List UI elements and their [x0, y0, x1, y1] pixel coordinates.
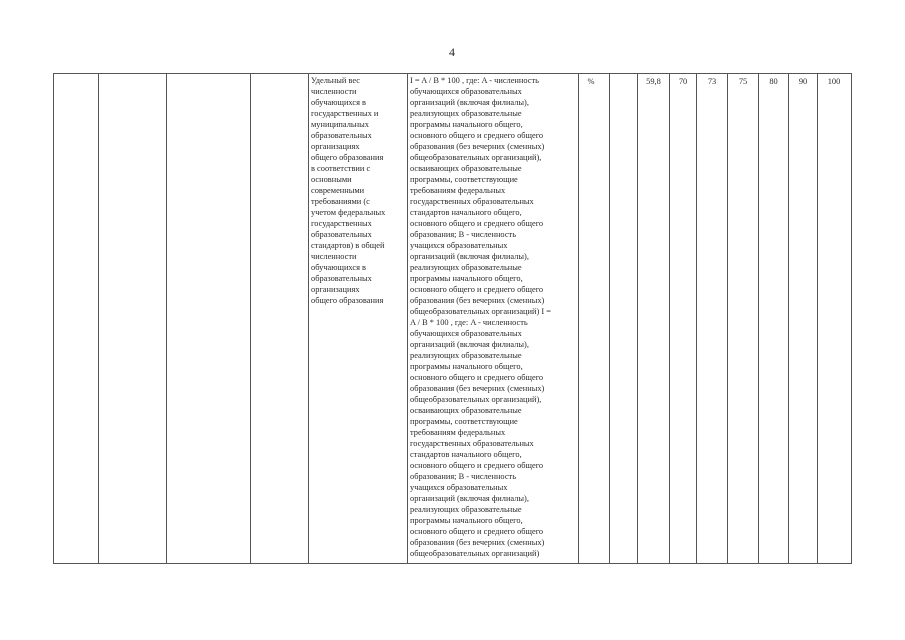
column-divider: [166, 74, 167, 563]
value-cell-1: 59,8: [646, 77, 661, 86]
value-cell-7: 100: [827, 77, 841, 86]
column-divider: [817, 74, 818, 563]
indicator-table: [53, 73, 852, 564]
column-divider: [637, 74, 638, 563]
column-divider: [669, 74, 670, 563]
formula-cell: I = A / B * 100 , где: A - численность обучающихся образовательных организаций (включая филиалы), реализующих образовательные программы начального общего, основного общего и среднего общего образования (без вечерних (сменных) общеобразовательных организаций), осваивающих образовательные программы, соответствующие требованиям федеральных государственных образовательных стандартов начального общего, основного общего и среднего общего образования; B - численность учащихся образовательных организаций (включая филиалы), реализующих образовательные программы начального общего, основного общего и среднего общего образования (без вечерних (сменных) общеобразовательных организаций) I = A / B * 100 , где: A - численность обучающихся образовательных организаций (включая филиалы), реализующих образовательные программы начального общего, основного общего и среднего общего образования (без вечерних (сменных) общеобразовательных организаций), осваивающих образовательные программы, соответствующие требованиям федеральных государственных образовательных стандартов начального общего, основного общего и среднего общего образования; B - численность учащихся образовательных организаций (включая филиалы), реализующих образовательные программы начального общего, основного общего и среднего общего образования (без вечерних (сменных) общеобразовательных организаций): [410, 76, 551, 558]
unit-cell: %: [587, 77, 595, 86]
column-divider: [609, 74, 610, 563]
value-cell-2: 70: [678, 77, 688, 86]
column-divider: [98, 74, 99, 563]
value-cell-5: 80: [769, 77, 778, 86]
indicator-name-cell: Удельный вес численности обучающихся в государственных и муниципальных образовательных организациях общего образования в соответствии с основными современными требованиями (с учетом федеральных государственных образовательных стандартов) в общей численности обучающихся в образовательных организациях общего образования: [311, 76, 386, 305]
column-divider: [696, 74, 697, 563]
page-number: 4: [449, 45, 455, 59]
value-cell-4: 75: [738, 77, 748, 86]
column-divider: [308, 74, 309, 563]
value-cell-6: 90: [798, 77, 808, 86]
column-divider: [758, 74, 759, 563]
column-divider: [578, 74, 579, 563]
column-divider: [788, 74, 789, 563]
column-divider: [727, 74, 728, 563]
value-cell-3: 73: [707, 77, 717, 86]
column-divider: [407, 74, 408, 563]
column-divider: [250, 74, 251, 563]
